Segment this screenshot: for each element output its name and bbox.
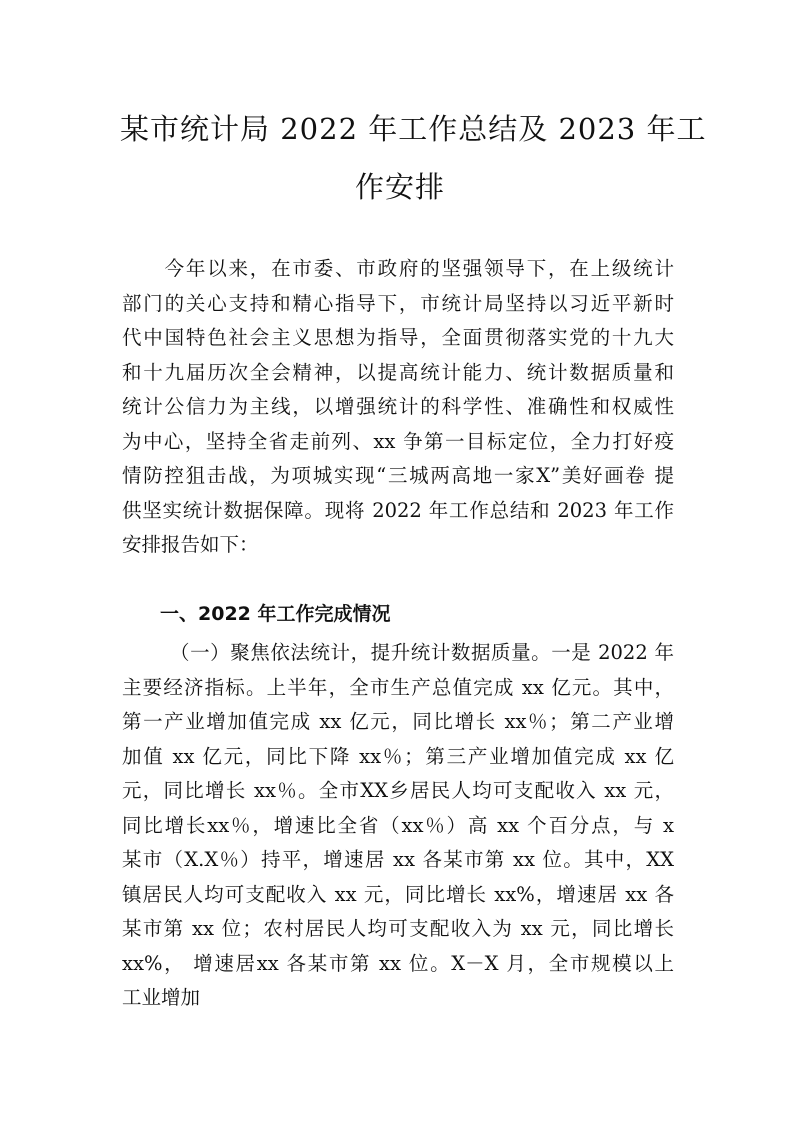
section1-paragraph <box>122 636 674 1016</box>
section1-line: 元，同比增长 xx％。全市XX乡居民人均可支配收入 xx 元， <box>122 779 674 802</box>
intro-line: 部门的关心支持和精心指导下，市统计局坚持以习近平新时 <box>122 291 674 315</box>
intro-line: 和十九届历次全会精神，以提高统计能力、统计数据质量和 <box>122 360 674 384</box>
section1-line: 某市第 xx 位；农村居民人均可支配收入为 xx 元，同比增长 <box>122 917 674 940</box>
title-line-2: 作安排 <box>354 170 445 204</box>
section1-line: 主要经济指标。上半年，全市生产总值完成 xx 亿元。其中， <box>122 675 674 699</box>
intro-paragraph <box>122 252 674 563</box>
intro-line: 统计公信力为主线，以增强统计的科学性、准确性和权威性 <box>122 395 674 418</box>
intro-line: 今年以来，在市委、市政府的坚强领导下，在上级统计 <box>122 257 674 280</box>
intro-line: 为中心，坚持全省走前列、xx 争第一目标定位，全力打好疫 <box>122 429 674 453</box>
document-title <box>120 100 707 216</box>
section1-line: 加值 xx 亿元，同比下降 xx％；第三产业增加值完成 xx 亿 <box>122 744 674 768</box>
section1-line: 某市（X.X％）持平，增速居 xx 各某市第 xx 位。其中，XX <box>122 848 674 871</box>
section1-line: xx%， 增速居xx 各某市第 xx 位。X－X 月，全市规模以上 <box>122 951 674 975</box>
section-heading: 一、2022 年工作完成情况 <box>160 603 391 625</box>
section1-line: 工业增加 <box>122 986 201 1009</box>
section1-line: （一）聚焦依法统计，提升统计数据质量。一是 2022 年 <box>170 641 674 664</box>
section1-line: 第一产业增加值完成 xx 亿元，同比增长 xx％；第二产业增 <box>122 710 674 733</box>
title-line-1: 某市统计局 2022 年工作总结及 2023 年工 <box>120 112 707 146</box>
section1-line: 镇居民人均可支配收入 xx 元，同比增长 xx%，增速居 xx 各 <box>122 882 674 906</box>
intro-line: 代中国特色社会主义思想为指导，全面贯彻落实党的十九大 <box>122 326 674 349</box>
section1-line: 同比增长xx％，增速比全省（xx％）高 xx 个百分点，与 x <box>122 813 674 837</box>
intro-line: 供坚实统计数据保障。现将 2022 年工作总结和 2023 年工作 <box>122 498 674 522</box>
intro-line: 情防控狙击战，为项城实现“三城两高地一家X”美好画卷 提 <box>122 464 674 487</box>
intro-line: 安排报告如下： <box>122 533 259 556</box>
